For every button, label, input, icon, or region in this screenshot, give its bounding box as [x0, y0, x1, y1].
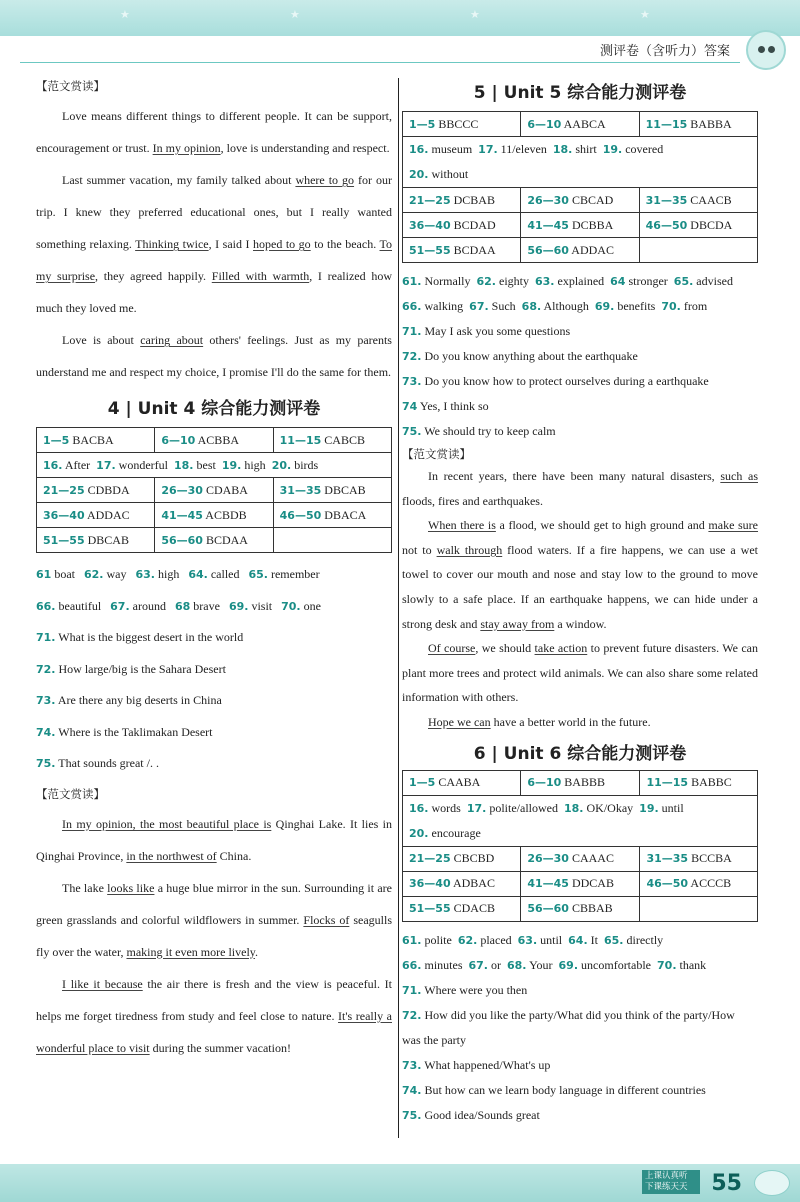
answer-line: 66. beautiful 67. around 68 brave 69. visit 70. one: [36, 598, 321, 613]
right-column: [402, 72, 758, 1128]
essay-tag: 【范文赏读】: [36, 79, 105, 93]
table-row: 1—5 CAABA 6—10 BABBB 11—15 BABBC: [403, 770, 758, 795]
answer-line: 71. What is the biggest desert in the world: [36, 630, 244, 644]
unit6-answer-table: [402, 770, 758, 922]
essay1-paragraph-2: Last summer vacation, my family talked about where to go for our trip. I knew they preferred educational ones, but I really wanted something relaxing. Thinking twice, I said I hoped to go to the beach. To my surprise, they agreed happily. Filled with warmth, I realized how much they loved me.: [36, 173, 392, 315]
mascot-logo-icon: [746, 30, 786, 70]
answer-line: 75. We should try to keep calm: [402, 424, 556, 438]
answer-line: 71. Where were you then: [402, 982, 528, 997]
table-row: 16. After 17. wonderful 18. best 19. high 20. birds: [37, 453, 392, 478]
unit5-answer-table: [402, 111, 758, 263]
table-row: 36—40 ADBAC 41—45 DDCAB 46—50 ACCCB: [403, 871, 758, 896]
answer-line: 73. Are there any big deserts in China: [36, 693, 222, 707]
column-divider: [398, 78, 399, 1138]
answer-line: 74 Yes, I think so: [402, 399, 489, 413]
table-row: 36—40 ADDAC 41—45 ACBDB 46—50 DBACA: [37, 503, 392, 528]
table-row: 51—55 DBCAB 56—60 BCDAA: [37, 528, 392, 553]
answer-line: 72. How did you like the party/What did you think of the party/How: [402, 1007, 735, 1022]
table-row: 16. words 17. polite/allowed 18. OK/Okay 19. until 20. encourage: [403, 795, 758, 846]
answer-line: 61 boat 62. way 63. high 64. called 65. remember: [36, 567, 320, 581]
answer-line: 61. polite 62. placed 63. until 64. It 65. directly: [402, 932, 664, 947]
answer-line: 72. Do you know anything about the earthquake: [402, 349, 638, 363]
answer-line: 73. What happened/What's up: [402, 1057, 551, 1072]
essay3-paragraph-4: Hope we can have a better world in the future.: [428, 714, 651, 729]
essay-tag: 【范文赏读】: [402, 447, 471, 461]
header-rule: [20, 62, 740, 63]
star-icon: ★: [290, 9, 300, 21]
answer-line: 72. How large/big is the Sahara Desert: [36, 661, 226, 676]
answer-line: 66. minutes 67. or 68. Your 69. uncomfortable 70. thank: [402, 957, 707, 972]
star-icon: ★: [640, 9, 650, 21]
answer-line: 71. May I ask you some questions: [402, 324, 571, 338]
essay3-paragraph-3: Of course, we should take action to prevent future disasters. We can plant more trees and protect wild animals. We can also share some related information with others.: [402, 641, 759, 705]
essay3-paragraph-2: When there is a flood, we should get to high ground and make sure not to walk through flood waters. If a fire happens, we can use a wet towel to cover our mouth and nose and stay low to the ground to move slowly to a safe place. If an earthquake happens, we can hide under a strong desk and stay away from a window.: [402, 518, 759, 631]
footer-slogan: 上课认真听 下课练天天: [642, 1170, 700, 1194]
essay3-paragraph-1: In recent years, there have been many natural disasters, such as floods, fires and earthquakes.: [402, 469, 758, 508]
table-row: 21—25 CDBDA 26—30 CDABA 31—35 DBCAB: [37, 478, 392, 503]
answer-line: 74. But how can we learn body language in different countries: [402, 1082, 706, 1097]
unit4-title: 4 | Unit 4 综合能力测评卷: [107, 399, 321, 419]
essay1-paragraph-3: Love is about caring about others' feelings. Just as my parents understand me and respect my choice, I promise I'll do the same for them.: [36, 333, 392, 379]
table-row: 1—5 BBCCC 6—10 AABCA 11—15 BABBA: [403, 112, 758, 137]
table-row: 1—5 BACBA 6—10 ACBBA 11—15 CABCB: [37, 428, 392, 453]
essay2-paragraph-2: The lake looks like a huge blue mirror in the sun. Surrounding it are green grasslands and colorful wildflowers in summer. Flocks of seagulls fly over the water, making it even more lively.: [36, 880, 392, 959]
answer-line: was the party: [402, 1032, 466, 1047]
star-icon: ★: [120, 9, 130, 21]
table-row: 16. museum 17. 11/eleven 18. shirt 19. covered 20. without: [403, 137, 758, 188]
answer-line: 66. walking 67. Such 68. Although 69. benefits 70. from: [402, 299, 708, 313]
essay2-paragraph-1: In my opinion, the most beautiful place is Qinghai Lake. It lies in Qinghai Province, in the northwest of China.: [36, 816, 392, 863]
unit5-title: 5 | Unit 5 综合能力测评卷: [473, 83, 687, 103]
unit4-answer-table: [36, 427, 392, 553]
page-number: 55: [711, 1171, 742, 1196]
essay-tag: 【范文赏读】: [36, 786, 105, 801]
table-row: 51—55 CDACB 56—60 CBBAB: [403, 896, 758, 921]
star-icon: ★: [470, 9, 480, 21]
answer-line: 61. Normally 62. eighty 63. explained 64 stronger 65. advised: [402, 274, 733, 288]
essay2-paragraph-3: I like it because the air there is fresh and the view is peaceful. It helps me forget tiredness from study and feel close to nature. It's really a wonderful place to visit during the summer vacation!: [36, 976, 392, 1055]
answer-line: 75. That sounds great /. .: [36, 756, 159, 770]
header-label: 测评卷（含听力）答案: [599, 44, 730, 59]
table-row: 21—25 CBCBD 26—30 CAAAC 31—35 BCCBA: [403, 846, 758, 871]
mascot-logo-icon: [754, 1170, 790, 1196]
top-banner: [0, 0, 800, 36]
answer-line: 74. Where is the Taklimakan Desert: [36, 724, 213, 739]
left-column: [36, 72, 392, 1064]
unit6-title: 6 | Unit 6 综合能力测评卷: [473, 743, 687, 764]
answer-line: 75. Good idea/Sounds great: [402, 1107, 540, 1122]
essay1-paragraph-1: Love means different things to different people. It can be support, encouragement or trust. In my opinion, love is understanding and respect.: [36, 109, 392, 155]
table-row: 36—40 BCDAD 41—45 DCBBA 46—50 DBCDA: [403, 213, 758, 238]
table-row: 51—55 BCDAA 56—60 ADDAC: [403, 238, 758, 263]
table-row: 21—25 DCBAB 26—30 CBCAD 31—35 CAACB: [403, 188, 758, 213]
answer-line: 73. Do you know how to protect ourselves during a earthquake: [402, 374, 709, 388]
